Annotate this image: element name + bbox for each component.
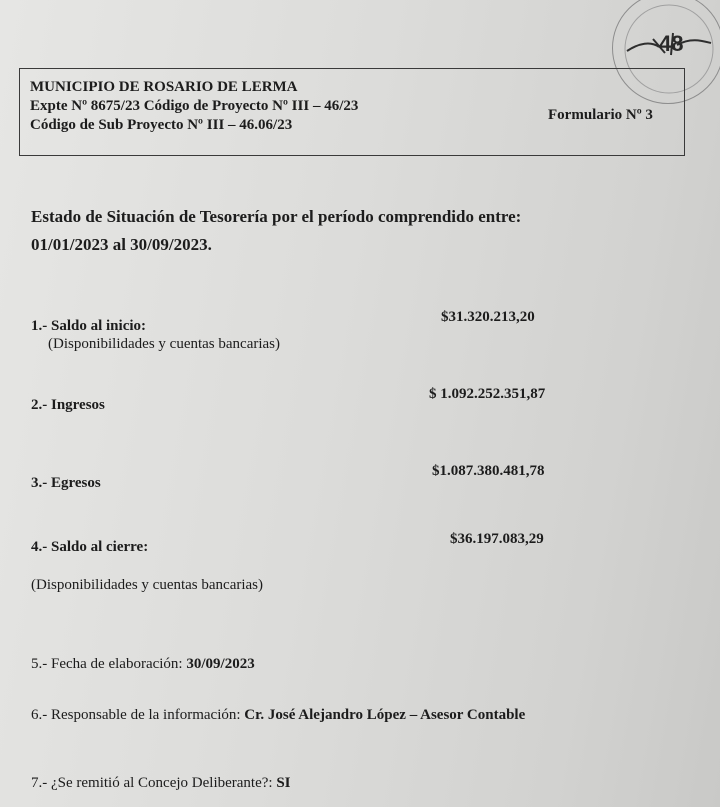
concejo-label: 7.- ¿Se remitió al Concejo Deliberante?: — [31, 775, 273, 791]
title-line-1: Estado de Situación de Tesorería por el período comprendido entre: — [31, 207, 522, 226]
municipio-name: MUNICIPIO DE ROSARIO DE LERMA — [30, 79, 298, 95]
ingresos-label: 2.- Ingresos — [31, 397, 105, 413]
fecha-row — [31, 656, 255, 673]
egresos-amount: $1.087.380.481,78 — [432, 463, 545, 479]
saldo-cierre-label: 4.- Saldo al cierre: — [31, 539, 149, 555]
formulario-number: Formulario Nº 3 — [548, 107, 653, 123]
responsable-row — [31, 707, 525, 724]
saldo-inicio-label: 1.- Saldo al inicio: — [31, 318, 147, 334]
stamp-number: 48 — [659, 31, 684, 56]
responsable-label: 6.- Responsable de la información: — [31, 707, 241, 723]
responsable-value: Cr. José Alejandro López – Asesor Contable — [244, 707, 526, 723]
saldo-inicio-amount: $31.320.213,20 — [441, 309, 535, 325]
title-line-2: 01/01/2023 al 30/09/2023. — [31, 235, 212, 254]
saldo-inicio-note: (Disponibilidades y cuentas bancarias) — [48, 336, 281, 352]
concejo-row — [31, 775, 291, 792]
fecha-label: 5.- Fecha de elaboración: — [31, 656, 183, 672]
saldo-cierre-note: (Disponibilidades y cuentas bancarias) — [31, 577, 264, 593]
expediente-line: Expte Nº 8675/23 Código de Proyecto Nº III – 46/23 — [30, 98, 359, 114]
sub-proyecto-line: Código de Sub Proyecto Nº III – 46.06/23 — [30, 117, 293, 133]
saldo-cierre-amount: $36.197.083,29 — [450, 531, 544, 547]
fecha-value: 30/09/2023 — [186, 656, 255, 672]
egresos-label: 3.- Egresos — [31, 475, 101, 491]
ingresos-amount: $ 1.092.252.351,87 — [429, 386, 546, 402]
concejo-value: SI — [276, 775, 291, 791]
